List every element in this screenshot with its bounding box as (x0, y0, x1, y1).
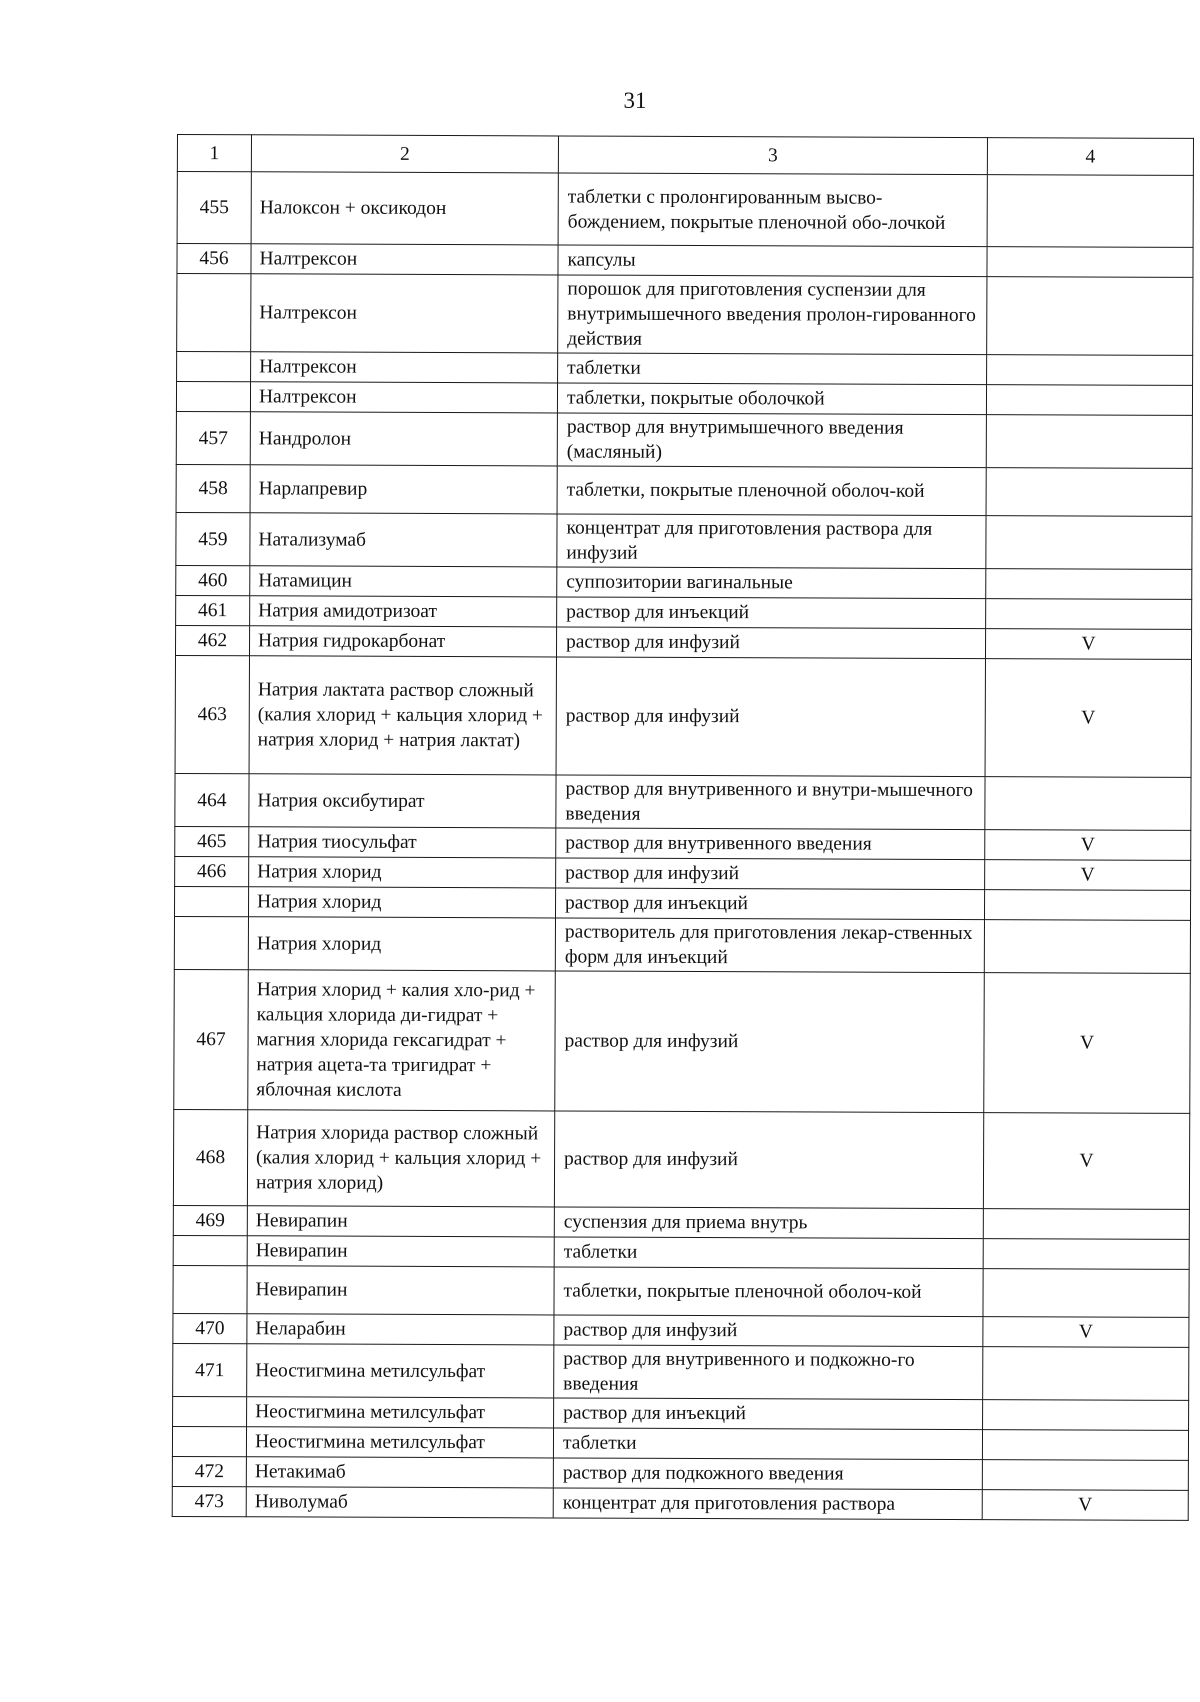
mark-cell: V (984, 973, 1191, 1114)
row-number: 457 (176, 411, 250, 464)
drug-name: Натрия лактата раствор сложный (калия хлорид + кальция хлорид + натрия хлорид + натрия лактат) (249, 656, 556, 775)
dosage-form: суппозитории вагинальные (557, 567, 986, 599)
dosage-form: раствор для инфузий (554, 1315, 983, 1347)
table-row (173, 1265, 1189, 1317)
table-row (176, 464, 1192, 516)
row-number: 462 (175, 625, 249, 655)
column-header-3: 3 (558, 136, 987, 175)
mark-cell (986, 415, 1192, 469)
column-header-2: 2 (251, 135, 558, 173)
row-number: 472 (172, 1456, 246, 1486)
drug-name: Натрия оксибутират (249, 774, 556, 828)
dosage-form: раствор для подкожного введения (553, 1458, 982, 1490)
table-row (172, 1456, 1188, 1490)
table-row (175, 826, 1191, 860)
dosage-form: раствор для инъекций (554, 1398, 983, 1430)
row-number (173, 1265, 247, 1313)
mark-cell (984, 920, 1190, 974)
row-number: 455 (177, 172, 251, 244)
drug-name: Неостигмина метилсульфат (247, 1344, 554, 1398)
mark-cell (985, 777, 1191, 831)
mark-cell (983, 1209, 1189, 1240)
mark-cell (987, 175, 1193, 248)
mark-cell (983, 1347, 1189, 1401)
table-row (177, 274, 1193, 356)
row-number (172, 1426, 246, 1456)
dosage-form: раствор для инфузий (556, 657, 985, 777)
dosage-form: таблетки с пролонгированным высво-бождением, покрытые пленочной обо-лочкой (558, 173, 987, 247)
drug-name: Налтрексон (251, 244, 558, 275)
row-number (176, 382, 250, 412)
table-row (176, 382, 1192, 416)
table-row (176, 595, 1192, 629)
dosage-form: раствор для внутривенного и подкожно-го введения (554, 1345, 983, 1400)
table-row (172, 1486, 1188, 1520)
column-header-1: 1 (177, 135, 251, 172)
drug-name: Невирапин (247, 1236, 554, 1267)
mark-cell (982, 1430, 1188, 1461)
row-number: 473 (172, 1486, 246, 1516)
table-row (177, 352, 1193, 386)
mark-cell (984, 890, 1190, 921)
table-row (176, 512, 1192, 569)
mark-cell (987, 277, 1193, 356)
mark-cell: V (983, 1113, 1189, 1210)
dosage-form: порошок для приготовления суспензии для внутримышечного введения пролон-гированного действия (558, 275, 987, 355)
drug-name: Натрия хлорид (248, 917, 555, 971)
drug-name: Неларабин (247, 1314, 554, 1345)
drug-name: Натрия хлорид + калия хло-рид + кальция хлорида ди-гидрат + магния хлорида гексагидрат + натрия ацета-та тригидрат + яблочная кислота (248, 970, 556, 1111)
drug-name: Нарлапревир (250, 465, 557, 514)
mark-cell (987, 355, 1193, 386)
dosage-form: раствор для инфузий (556, 858, 985, 890)
drug-name: Натрия хлорид (248, 887, 555, 918)
dosage-form: растворитель для приготовления лекар-ственных форм для инъекций (555, 918, 984, 973)
header-row (177, 135, 1193, 176)
dosage-form: суспензия для приема внутрь (554, 1207, 983, 1239)
table-row (172, 1426, 1188, 1460)
dosage-form: раствор для внутримышечного введения (масляный) (557, 413, 986, 468)
table-row (173, 1343, 1189, 1400)
drug-name: Налоксон + оксикодон (251, 172, 558, 245)
dosage-form: таблетки (554, 1237, 983, 1269)
dosage-form: раствор для инъекций (555, 888, 984, 920)
table-row (177, 172, 1193, 248)
row-number: 456 (177, 244, 251, 274)
mark-cell (986, 385, 1192, 416)
mark-cell (986, 599, 1192, 630)
drug-name: Невирапин (247, 1266, 554, 1315)
table-row (174, 969, 1191, 1113)
row-number: 466 (175, 856, 249, 886)
dosage-form: таблетки (558, 353, 987, 385)
row-number: 463 (175, 655, 249, 773)
drug-list-table (172, 134, 1194, 1521)
drug-name: Натрия хлорид (249, 857, 556, 888)
drug-name: Натрия гидрокарбонат (249, 626, 556, 657)
drug-name: Невирапин (247, 1206, 554, 1237)
drug-name: Нетакимаб (246, 1457, 553, 1488)
table-row (176, 411, 1192, 468)
table-row (175, 625, 1191, 659)
mark-cell: V (985, 629, 1191, 660)
table-row (175, 773, 1191, 830)
dosage-form: раствор для инфузий (554, 1111, 983, 1209)
table-row (173, 1396, 1189, 1430)
dosage-form: концентрат для приготовления раствора для инфузий (557, 514, 986, 569)
row-number (174, 916, 248, 969)
mark-cell (982, 1460, 1188, 1491)
drug-name: Натрия тиосульфат (249, 827, 556, 858)
mark-cell (983, 1269, 1189, 1318)
row-number: 470 (173, 1313, 247, 1343)
table-row (174, 886, 1190, 920)
drug-name: Натамицин (250, 566, 557, 597)
mark-cell (983, 1239, 1189, 1270)
table-row (174, 916, 1190, 973)
drug-name: Налтрексон (250, 382, 557, 413)
row-number (177, 274, 251, 352)
table-row (173, 1235, 1189, 1269)
mark-cell (986, 569, 1192, 600)
mark-cell: V (985, 830, 1191, 861)
table-row (177, 244, 1193, 278)
mark-cell (986, 516, 1192, 570)
row-number: 469 (173, 1205, 247, 1235)
dosage-form: таблетки, покрытые пленочной оболоч-кой (554, 1267, 983, 1317)
drug-name: Натрия амидотризоат (250, 596, 557, 627)
row-number: 471 (173, 1343, 247, 1396)
mark-cell: V (983, 1317, 1189, 1348)
drug-name: Неостигмина метилсульфат (246, 1427, 553, 1458)
page-number: 31 (623, 88, 647, 113)
table-row (175, 655, 1191, 777)
table-row (175, 856, 1191, 890)
dosage-form: таблетки, покрытые пленочной оболоч-кой (557, 466, 986, 516)
drug-name: Ниволумаб (246, 1487, 553, 1518)
table-row (173, 1205, 1189, 1239)
mark-cell: V (985, 659, 1191, 778)
table-row (173, 1109, 1189, 1209)
dosage-form: капсулы (558, 245, 987, 277)
drug-name: Неостигмина метилсульфат (247, 1397, 554, 1428)
dosage-form: таблетки (553, 1428, 982, 1460)
row-number: 459 (176, 512, 250, 565)
drug-name: Налтрексон (251, 274, 558, 353)
dosage-form: раствор для внутривенного введения (556, 828, 985, 860)
row-number: 460 (176, 565, 250, 595)
mark-cell (987, 247, 1193, 278)
table-header (177, 135, 1193, 176)
table-body (172, 172, 1193, 1521)
mark-cell (986, 468, 1192, 517)
table-row (173, 1313, 1189, 1347)
drug-name: Налтрексон (251, 352, 558, 383)
row-number: 461 (176, 595, 250, 625)
row-number: 467 (174, 969, 249, 1109)
dosage-form: раствор для внутривенного и внутри-мышечного введения (556, 775, 985, 830)
row-number (177, 352, 251, 382)
dosage-form: раствор для инфузий (556, 627, 985, 659)
row-number: 458 (176, 464, 250, 512)
table-row (176, 565, 1192, 599)
dosage-form: раствор для инъекций (557, 597, 986, 629)
column-header-4: 4 (987, 138, 1193, 176)
drug-name: Натализумаб (250, 513, 557, 567)
mark-cell: V (985, 860, 1191, 891)
row-number (173, 1235, 247, 1265)
dosage-form: раствор для инфузий (555, 971, 985, 1113)
row-number (174, 886, 248, 916)
dosage-form: таблетки, покрытые оболочкой (557, 383, 986, 415)
row-number: 465 (175, 826, 249, 856)
row-number: 468 (173, 1109, 247, 1205)
row-number (173, 1396, 247, 1426)
drug-name: Нандролон (250, 412, 557, 466)
drug-name: Натрия хлорида раствор сложный (калия хлорид + кальция хлорид + натрия хлорид) (247, 1110, 554, 1207)
mark-cell (983, 1400, 1189, 1431)
dosage-form: концентрат для приготовления раствора (553, 1488, 982, 1520)
row-number: 464 (175, 773, 249, 826)
mark-cell: V (982, 1490, 1188, 1521)
